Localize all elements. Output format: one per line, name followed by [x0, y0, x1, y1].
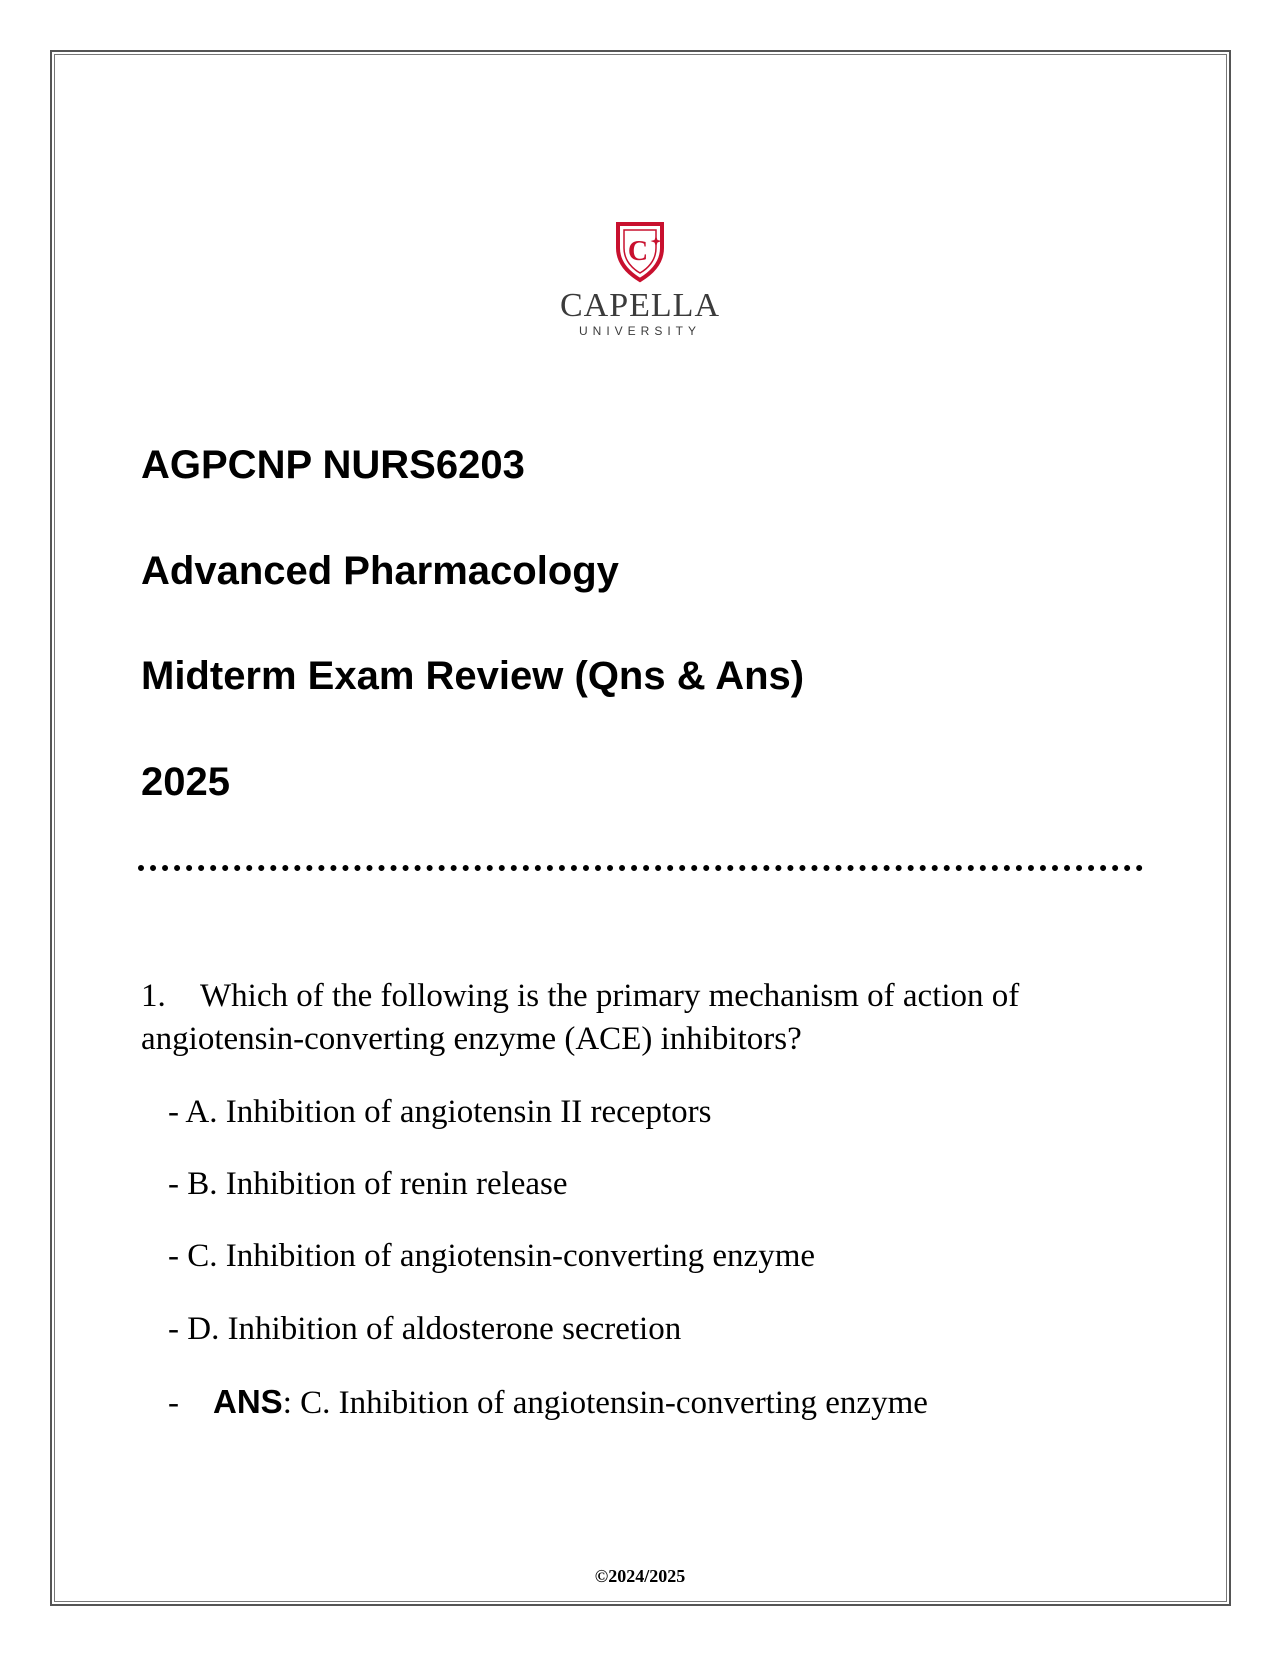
logo-subtitle: UNIVERSITY	[578, 324, 701, 338]
svg-text:C: C	[627, 236, 649, 267]
question-number: 1.	[141, 978, 166, 1014]
question-1	[141, 975, 1141, 1061]
copyright-footer: ©2024/2025	[594, 1566, 686, 1586]
answer-dash: -	[168, 1385, 179, 1421]
answer-line	[168, 1382, 928, 1423]
year-heading: 2025	[141, 760, 230, 804]
logo-wordmark: CAPELLA	[560, 287, 720, 324]
course-code-heading: AGPCNP NURS6203	[141, 443, 525, 487]
capella-shield-logo-icon	[612, 218, 668, 284]
option-c: - C. Inhibition of angiotensin-converting enzyme	[168, 1238, 816, 1274]
answer-text: : C. Inhibition of angiotensin-converting enzyme	[282, 1385, 928, 1421]
exam-title-heading: Midterm Exam Review (Qns & Ans)	[141, 654, 805, 698]
option-a: - A. Inhibition of angiotensin II receptors	[168, 1094, 712, 1130]
option-b: - B. Inhibition of renin release	[168, 1166, 568, 1202]
answer-label: ANS	[213, 1383, 283, 1420]
question-text: Which of the following is the primary mechanism of action of angiotensin-converting enzyme (ACE) inhibitors?	[141, 978, 1020, 1057]
course-title-heading: Advanced Pharmacology	[141, 549, 619, 593]
university-logo	[520, 218, 760, 348]
dotted-divider	[138, 865, 1143, 871]
option-d: - D. Inhibition of aldosterone secretion	[168, 1311, 682, 1347]
